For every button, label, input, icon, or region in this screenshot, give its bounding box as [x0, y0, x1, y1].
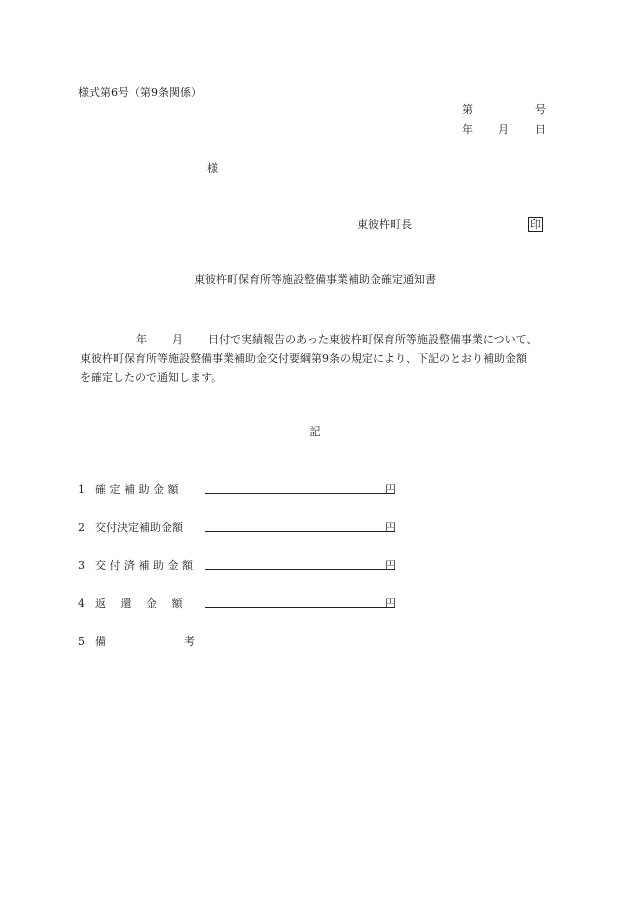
item-number: 3 [78, 559, 85, 572]
item-unit: 円 [385, 483, 396, 496]
date-day: 日 [535, 123, 546, 136]
body-year: 年 [136, 333, 147, 346]
item-label: 返 還 金 額 [95, 597, 183, 610]
item-label: 確 定 補 助 金 額 [95, 483, 179, 496]
body-line-2: 東彼杵町保育所等施設整備事業補助金交付要綱第9条の規定により、下記のとおり補助金額 [80, 352, 527, 365]
item-label: 交 付 済 補 助 金 額 [95, 559, 193, 572]
item-number: 2 [78, 521, 85, 534]
body-line-1 [80, 330, 580, 349]
amount-line [205, 493, 395, 494]
document-title: 東彼杵町保育所等施設整備事業補助金確定通知書 [194, 273, 436, 286]
item-number: 4 [78, 597, 85, 610]
amount-line [205, 607, 395, 608]
ki-label: 記 [309, 425, 321, 438]
item-label: 交付決定補助金額 [95, 521, 183, 534]
doc-number-suffix: 号 [535, 103, 546, 116]
addressee-suffix: 様 [207, 162, 218, 175]
body-line-1-rest: 日付で実績報告のあった東彼杵町保育所等施設整備事業について、 [208, 333, 538, 346]
body-month: 月 [172, 333, 183, 346]
item-unit: 円 [385, 559, 396, 572]
item-number: 5 [78, 635, 85, 648]
remarks-label-second: 考 [184, 635, 195, 648]
issuer-title: 東彼杵町長 [357, 218, 412, 231]
doc-number-prefix: 第 [462, 103, 473, 116]
remarks-label-first: 備 [95, 635, 106, 648]
amount-line [205, 569, 395, 570]
seal-mark [528, 217, 543, 232]
body-text [80, 330, 580, 387]
item-number: 1 [78, 483, 85, 496]
seal-label: 印 [530, 218, 541, 231]
date-month: 月 [498, 123, 509, 136]
amount-line [205, 531, 395, 532]
item-unit: 円 [385, 521, 396, 534]
item-unit: 円 [385, 597, 396, 610]
date-year: 年 [462, 123, 473, 136]
form-id: 様式第6号（第9条関係） [78, 86, 202, 99]
body-line-3: を確定したので通知します。 [80, 371, 223, 384]
